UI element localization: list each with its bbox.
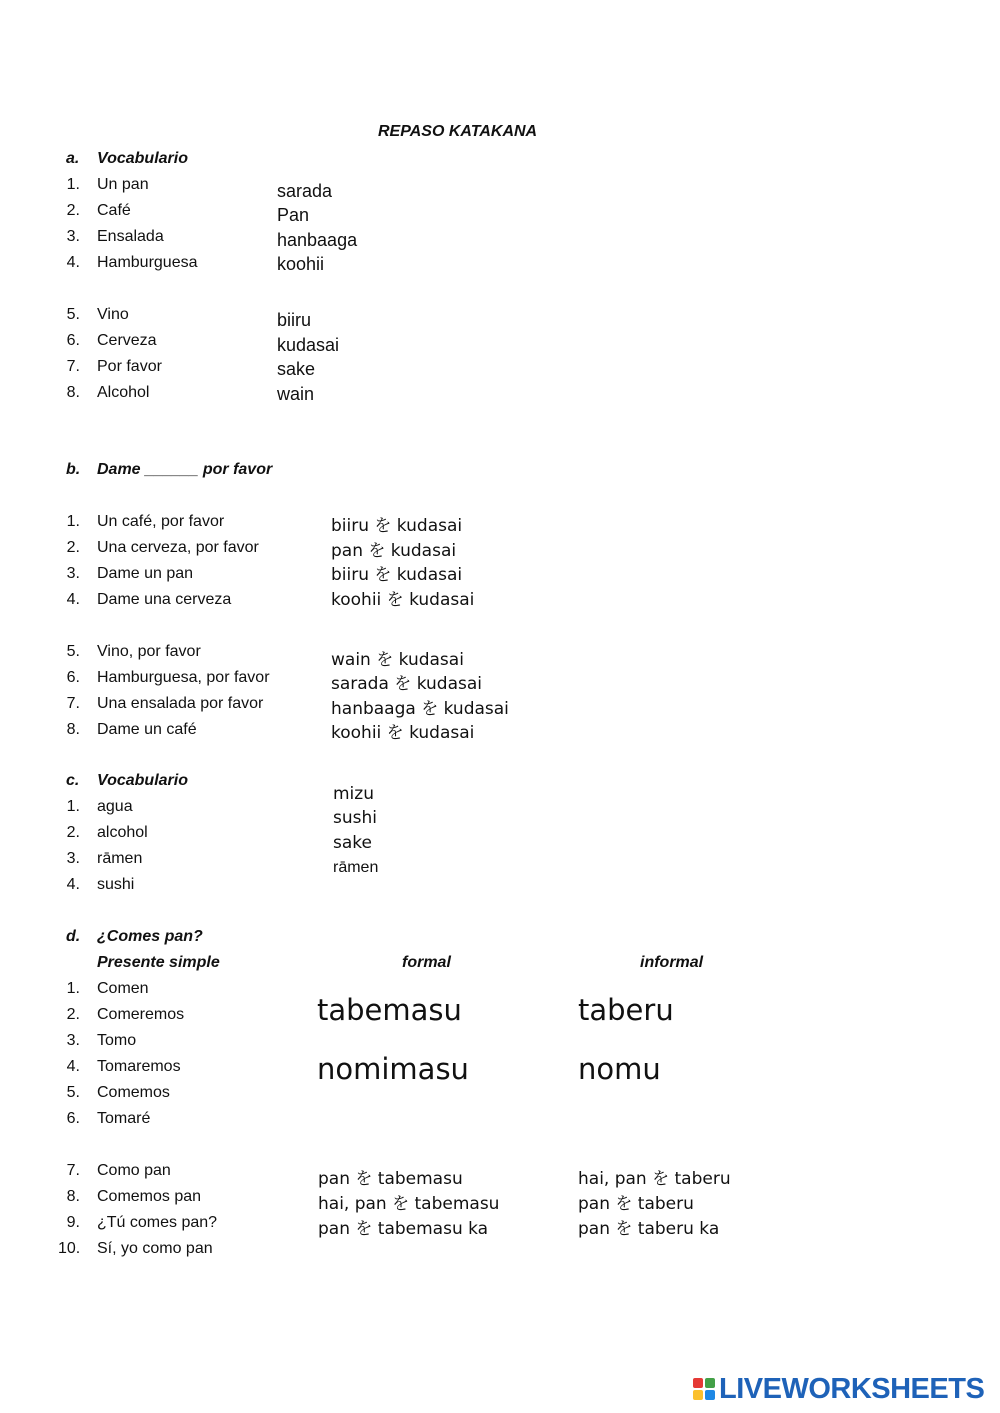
answer-word: Pan xyxy=(277,205,310,225)
section-a-letter: a. xyxy=(66,150,80,167)
column-header-present: Presente simple xyxy=(97,954,220,971)
column-header-formal: formal xyxy=(402,954,451,971)
answer-phrase: sarada を kudasai xyxy=(331,674,482,694)
section-d-heading: ¿Comes pan? xyxy=(97,928,203,945)
answer-phrase: koohii を kudasai xyxy=(331,723,475,743)
section-c-letter: c. xyxy=(66,772,80,789)
answer-word: sarada xyxy=(277,181,333,201)
informal-phrase: pan を taberu ka xyxy=(578,1219,720,1239)
answer-phrase: koohii を kudasai xyxy=(331,590,475,610)
answer-phrase: wain を kudasai xyxy=(331,650,464,670)
informal-verb: nomu xyxy=(578,1052,661,1086)
answer-phrase: biiru を kudasai xyxy=(331,516,463,536)
answer-phrase: hanbaaga を kudasai xyxy=(331,699,509,719)
answer-word: kudasai xyxy=(277,335,340,355)
answer-word: sake xyxy=(277,359,316,379)
formal-phrase: pan を tabemasu xyxy=(318,1169,463,1189)
answer-word: koohii xyxy=(277,254,325,274)
section-d-letter: d. xyxy=(66,928,81,945)
liveworksheets-logo[interactable] xyxy=(693,1373,984,1406)
section-a-heading: Vocabulario xyxy=(97,150,188,167)
liveworksheets-logo-icon xyxy=(693,1378,717,1402)
answer-word: hanbaaga xyxy=(277,230,358,250)
brand-name: LIVEWORKSHEETS xyxy=(719,1373,985,1405)
answer-word: sake xyxy=(333,833,372,853)
answer-word: wain xyxy=(277,384,315,404)
answer-phrase: pan を kudasai xyxy=(331,541,457,561)
section-b-letter: b. xyxy=(66,461,81,478)
formal-verb: nomimasu xyxy=(317,1052,469,1086)
section-b-heading: Dame ______ por favor xyxy=(97,461,273,478)
informal-phrase: pan を taberu xyxy=(578,1194,694,1214)
informal-verb: taberu xyxy=(578,993,674,1027)
page-title: REPASO KATAKANA xyxy=(378,123,538,140)
section-c-heading: Vocabulario xyxy=(97,772,188,789)
answer-word: rāmen xyxy=(333,859,379,876)
informal-phrase: hai, pan を taberu xyxy=(578,1169,731,1189)
answer-word: biiru xyxy=(277,310,312,330)
formal-phrase: pan を tabemasu ka xyxy=(318,1219,489,1239)
formal-verb: tabemasu xyxy=(317,993,462,1027)
formal-phrase: hai, pan を tabemasu xyxy=(318,1194,500,1214)
answer-word: sushi xyxy=(333,808,377,828)
answer-word: mizu xyxy=(333,784,374,804)
column-header-informal: informal xyxy=(640,954,704,971)
answer-phrase: biiru を kudasai xyxy=(331,565,463,585)
